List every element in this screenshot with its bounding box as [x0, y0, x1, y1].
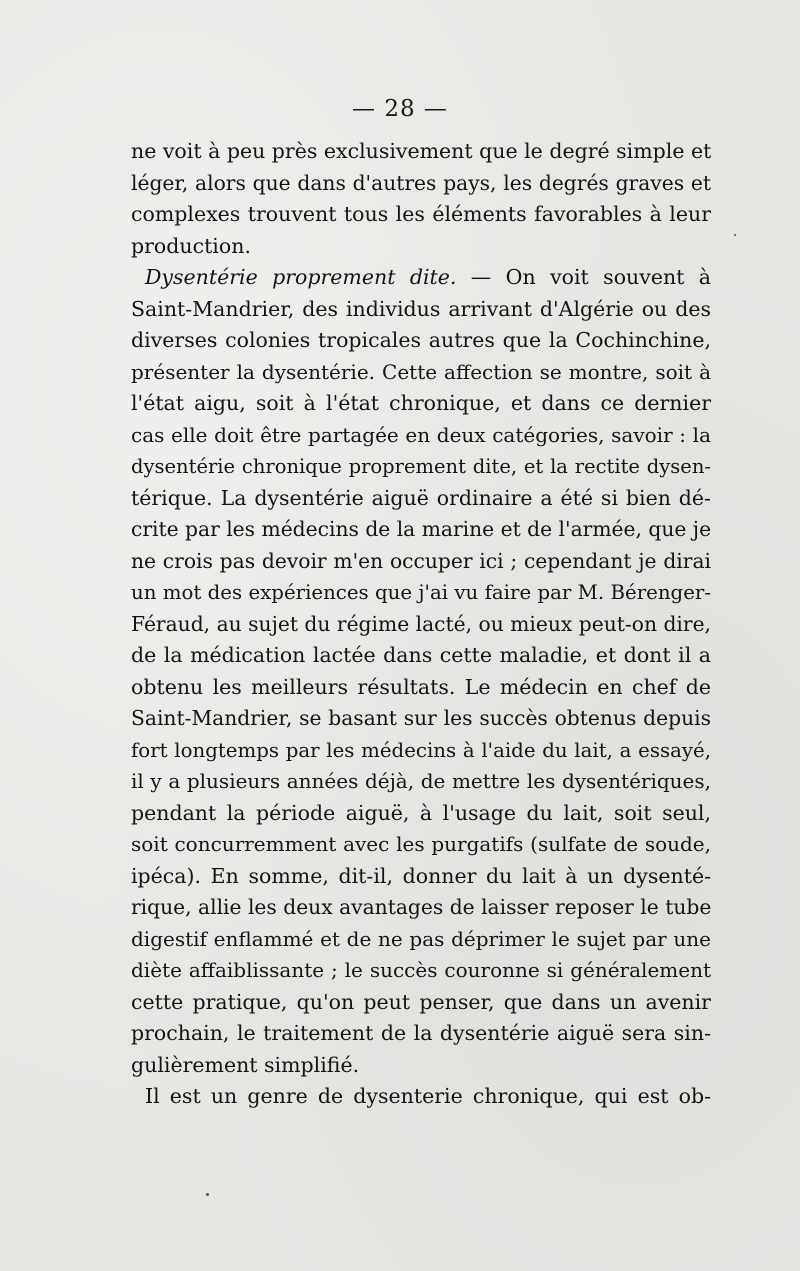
text-line: ne crois pas devoir m'en occuper ici ; cependant je dirai: [131, 548, 711, 573]
text-line: diverses colonies tropicales autres que la Cochinchine,: [131, 328, 711, 352]
text-line: dysentérie chronique proprement dite, et la rectite dysen-: [131, 455, 711, 478]
text-line: obtenu les meilleurs résultats. Le médecin en chef de: [131, 674, 711, 699]
section-heading: Dysentérie proprement dite.: [145, 265, 457, 289]
text-line: complexes trouvent tous les éléments favorables à leur: [131, 202, 711, 226]
text-line: digestif enflammé et de ne pas déprimer le sujet par une: [131, 926, 711, 951]
text-line: il y a plusieurs années déjà, de mettre les dysentériques,: [131, 769, 711, 793]
text-line: un mot des expériences que j'ai vu faire par M. Bérenger-: [131, 581, 711, 604]
text-line: gulièrement simplifié.: [131, 1052, 360, 1077]
text-line: Saint-Mandrier, se basant sur les succès obtenus depuis: [131, 706, 711, 730]
text-line: crite par les médecins de la marine et de l'armée, que je: [131, 517, 712, 541]
text-line: léger, alors que dans d'autres pays, les degrés graves et: [131, 170, 711, 195]
text-line: ipéca). En somme, dit-il, donner du lait à un dysenté-: [131, 863, 711, 888]
text-line: rique, allie les deux avantages de laisser reposer le tube: [131, 895, 712, 919]
section-heading-rest: — On voit souvent à: [456, 265, 711, 289]
text-line: ne voit à peu près exclusivement que le degré simple et: [131, 139, 712, 163]
paper-speck: [206, 1193, 209, 1196]
text-line: soit concurremment avec les purgatifs (sulfate de soude,: [131, 832, 711, 856]
text-line: diète affaiblissante ; le succès couronne si généralement: [131, 958, 711, 982]
text-line: l'état aigu, soit à l'état chronique, et dans ce dernier: [131, 391, 711, 415]
text-line: Saint-Mandrier, des individus arrivant d'Algérie ou des: [131, 296, 711, 321]
text-line: térique. La dysentérie aiguë ordinaire a été si bien dé-: [131, 485, 711, 510]
paper-speck: [734, 234, 736, 236]
text-line: prochain, le traitement de la dysentérie aiguë sera sin-: [131, 1021, 711, 1045]
text-line: Féraud, au sujet du régime lacté, ou mieux peut-on dire,: [131, 611, 711, 636]
text-line: présenter la dysentérie. Cette affection se montre, soit à: [131, 359, 711, 384]
text-line: pendant la période aiguë, à l'usage du lait, soit seul,: [131, 800, 711, 825]
text-line: de la médication lactée dans cette maladie, et dont il a: [131, 643, 711, 667]
page-number: — 28 —: [352, 96, 448, 122]
section-heading-line: [131, 262, 711, 294]
text-line: fort longtemps par les médecins à l'aide du lait, a essayé,: [131, 738, 711, 762]
text-line: production.: [131, 233, 251, 258]
text-line: Il est un genre de dysenterie chronique, qui est ob-: [145, 1084, 711, 1108]
body-text: [131, 136, 711, 1113]
text-line: cette pratique, qu'on peut penser, que dans un avenir: [131, 989, 711, 1014]
text-line: cas elle doit être partagée en deux catégories, savoir : la: [131, 422, 711, 447]
